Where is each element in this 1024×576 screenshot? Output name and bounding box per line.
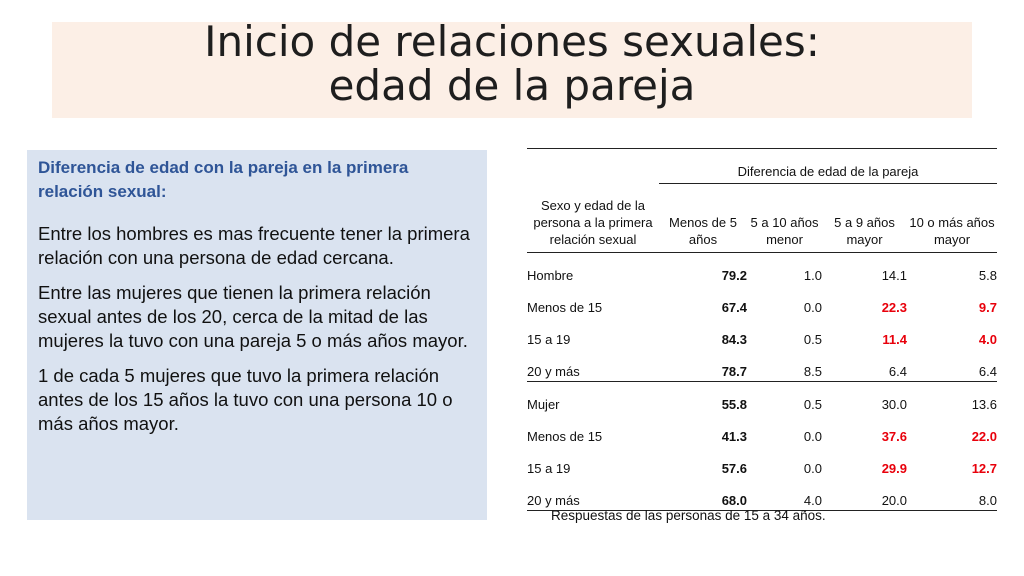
row-label: 20 y más (527, 478, 659, 511)
summary-heading: Diferencia de edad con la pareja en la primera relación sexual: (38, 158, 409, 201)
summary-paragraph-men: Entre los hombres es mas frecuente tener la primera relación con una persona de edad cercana. (38, 223, 470, 268)
row-label: 15 a 19 (527, 461, 571, 476)
table-cell: 0.5 (803, 397, 822, 412)
page-title (52, 17, 972, 110)
table-cell: 5.8 (978, 268, 997, 283)
table-cell: 57.6 (721, 461, 747, 476)
table-cell: 8.5 (747, 349, 822, 382)
table-cell: 0.5 (803, 332, 822, 347)
table-cell: 37.6 (881, 429, 907, 444)
table-cell: 8.0 (907, 478, 997, 511)
table-row (527, 446, 997, 478)
table-cell: 0.0 (803, 429, 822, 444)
row-label: 20 y más (527, 349, 659, 382)
table-row (527, 349, 997, 382)
table-cell: 55.8 (721, 397, 747, 412)
table-cell: 4.0 (747, 478, 822, 511)
table-cell: 79.2 (721, 268, 747, 283)
row-header-cell: Sexo y edad de la persona a la primera relación sexual (527, 149, 659, 253)
column-header: 5 a 10 años menor (747, 184, 822, 253)
column-header: 10 o más años mayor (907, 184, 997, 253)
summary-panel (27, 150, 487, 520)
column-header: Menos de 5 años (659, 184, 747, 253)
group-header-cell: Diferencia de edad de la pareja (659, 149, 997, 184)
table-cell: 78.7 (659, 349, 747, 382)
age-difference-table (527, 148, 997, 511)
table-cell: 20.0 (822, 478, 907, 511)
table-row (527, 317, 997, 349)
table-cell: 29.9 (881, 461, 907, 476)
title-line-1: Inicio de relaciones sexuales: (204, 17, 820, 66)
table-cell: 84.3 (721, 332, 747, 347)
title-line-2: edad de la pareja (328, 61, 696, 110)
table-cell: 12.7 (971, 461, 997, 476)
table-cell: 9.7 (978, 300, 997, 315)
table-cell: 4.0 (978, 332, 997, 347)
table-cell: 0.0 (803, 461, 822, 476)
table-cell: 41.3 (721, 429, 747, 444)
table-row (527, 478, 997, 511)
table-cell: 14.1 (881, 268, 907, 283)
summary-paragraph-under-15: 1 de cada 5 mujeres que tuvo la primera relación antes de los 15 años la tuvo con una persona 10 o más años mayor. (38, 365, 453, 434)
row-label: Mujer (527, 397, 560, 412)
table-cell: 67.4 (721, 300, 747, 315)
table-row (527, 414, 997, 446)
column-header: 5 a 9 años mayor (822, 184, 907, 253)
table-row (527, 253, 997, 286)
table-row (527, 382, 997, 415)
row-label: 15 a 19 (527, 332, 571, 347)
table-row (527, 285, 997, 317)
table-cell: 30.0 (881, 397, 907, 412)
table-cell: 68.0 (659, 478, 747, 511)
table-cell: 6.4 (822, 349, 907, 382)
table-cell: 13.6 (971, 397, 997, 412)
row-label: Hombre (527, 268, 574, 283)
row-label: Menos de 15 (527, 429, 603, 444)
row-label: Menos de 15 (527, 300, 603, 315)
table-cell: 11.4 (882, 332, 907, 347)
table-cell: 22.3 (881, 300, 907, 315)
summary-paragraph-women: Entre las mujeres que tienen la primera relación sexual antes de los 20, cerca de la mitad de las mujeres la tuvo con una pareja 5 o más años mayor. (38, 282, 468, 351)
table-cell: 6.4 (907, 349, 997, 382)
table-footnote: Respuestas de las personas de 15 a 34 años. (551, 508, 826, 523)
table-cell: 22.0 (971, 429, 997, 444)
table-cell: 0.0 (803, 300, 822, 315)
table-cell: 1.0 (803, 268, 822, 283)
